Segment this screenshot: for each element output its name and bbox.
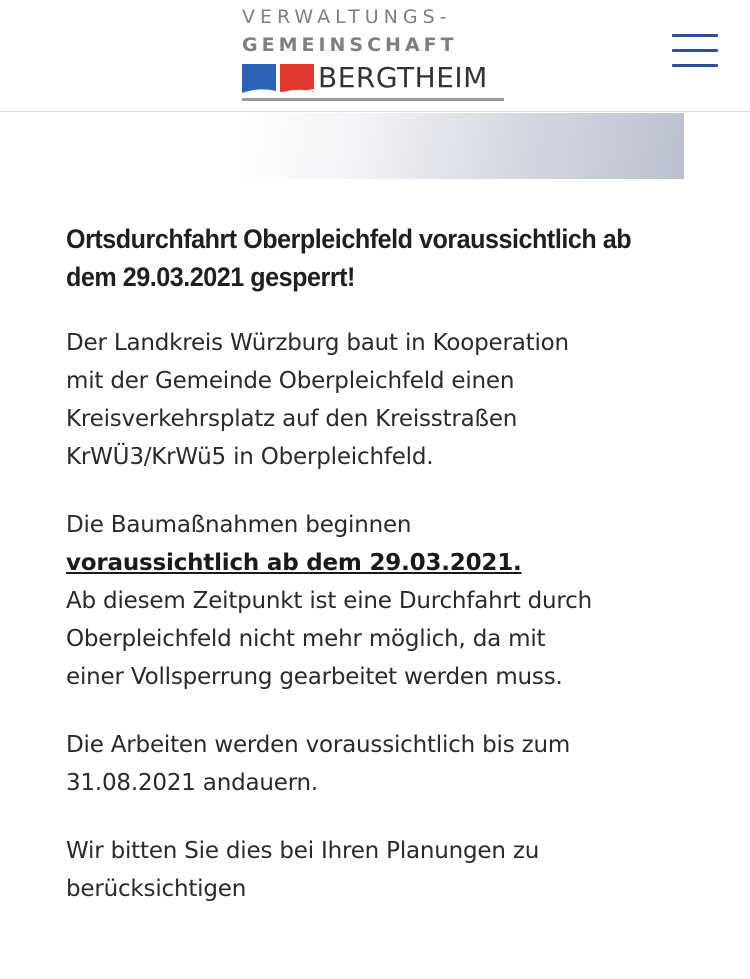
hamburger-menu-icon bbox=[672, 49, 718, 52]
paragraph-line: Wir bitten Sie dies bei Ihren Planungen zu bbox=[66, 838, 540, 864]
site-header bbox=[0, 0, 750, 112]
site-logo[interactable] bbox=[242, 6, 504, 102]
article-paragraph-3 bbox=[66, 726, 686, 802]
logo-text-line2: GEMEINSCHAFT bbox=[242, 34, 458, 56]
paragraph-line: Oberpleichfeld nicht mehr möglich, da mit bbox=[66, 626, 546, 652]
logo-flag-icon bbox=[242, 62, 314, 98]
paragraph-line: Der Landkreis Würzburg baut in Kooperation bbox=[66, 330, 569, 356]
hamburger-menu-icon bbox=[672, 64, 718, 67]
article-paragraph-1 bbox=[66, 324, 686, 476]
logo-underline bbox=[242, 98, 504, 101]
start-date-emphasis: voraussichtlich ab dem 29.03.2021. bbox=[66, 550, 522, 576]
paragraph-line: Die Arbeiten werden voraussichtlich bis zum bbox=[66, 732, 571, 758]
article-paragraph-4 bbox=[66, 832, 686, 908]
paragraph-line: Kreisverkehrsplatz auf den Kreisstraßen bbox=[66, 406, 518, 432]
article-paragraph-2 bbox=[66, 506, 686, 696]
article bbox=[66, 220, 686, 908]
paragraph-line: KrWÜ3/KrWü5 in Oberpleichfeld. bbox=[66, 444, 434, 470]
paragraph-line: einer Vollsperrung gearbeitet werden muss. bbox=[66, 664, 563, 690]
article-headline: Ortsdurchfahrt Oberpleichfeld voraussichtlich ab dem 29.03.2021 gesperrt! bbox=[66, 224, 632, 292]
paragraph-line: berücksichtigen bbox=[66, 876, 247, 902]
header-banner-image bbox=[246, 113, 684, 179]
paragraph-line: Die Baumaßnahmen beginnen bbox=[66, 512, 412, 538]
paragraph-line: 31.08.2021 andauern. bbox=[66, 770, 319, 796]
paragraph-line: mit der Gemeinde Oberpleichfeld einen bbox=[66, 368, 515, 394]
logo-text-line1: VERWALTUNGS- bbox=[242, 6, 452, 28]
hamburger-menu-icon bbox=[672, 34, 718, 37]
paragraph-line: Ab diesem Zeitpunkt ist eine Durchfahrt durch bbox=[66, 588, 592, 614]
logo-name: BERGTHEIM bbox=[318, 61, 488, 94]
menu-button[interactable] bbox=[672, 34, 718, 68]
